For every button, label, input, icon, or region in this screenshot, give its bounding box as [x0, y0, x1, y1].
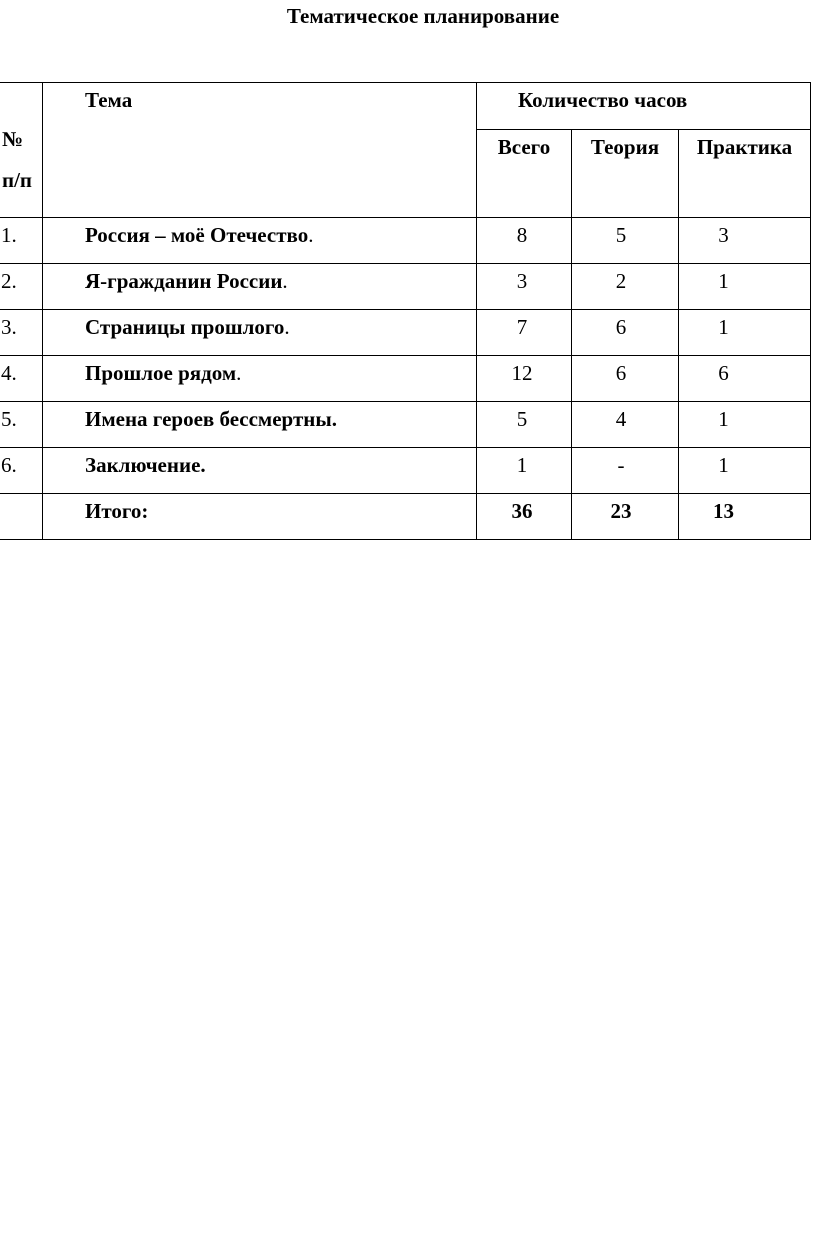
document-title: Тематическое планирование	[286, 4, 560, 28]
row-topic	[43, 218, 477, 264]
row-number: 1.	[0, 218, 43, 264]
row-theory: 6	[572, 356, 679, 402]
table-row	[0, 448, 811, 494]
row-total: 1	[477, 448, 572, 494]
row-number: 3.	[0, 310, 43, 356]
row-topic-text: Страницы прошлого	[85, 315, 285, 339]
row-topic-suffix: .	[284, 315, 290, 339]
row-topic	[43, 448, 477, 494]
summary-number-cell	[0, 494, 43, 540]
header-theory: Теория	[572, 130, 679, 218]
table-row	[0, 310, 811, 356]
row-total: 5	[477, 402, 572, 448]
row-topic-text: Заключение.	[85, 453, 206, 477]
row-topic	[43, 356, 477, 402]
header-number-sign: №	[2, 127, 24, 151]
row-topic	[43, 264, 477, 310]
row-topic	[43, 402, 477, 448]
row-total: 12	[477, 356, 572, 402]
summary-practice: 13	[679, 494, 811, 540]
summary-total: 36	[477, 494, 572, 540]
header-row	[0, 83, 811, 130]
row-practice: 6	[679, 356, 811, 402]
row-total: 7	[477, 310, 572, 356]
row-number: 6.	[0, 448, 43, 494]
header-total: Всего	[477, 130, 572, 218]
table-row	[0, 218, 811, 264]
header-number-pp: п/п	[2, 168, 33, 192]
summary-theory: 23	[572, 494, 679, 540]
row-theory: -	[572, 448, 679, 494]
table-row	[0, 356, 811, 402]
row-theory: 5	[572, 218, 679, 264]
row-total: 8	[477, 218, 572, 264]
table-row	[0, 264, 811, 310]
row-topic	[43, 310, 477, 356]
table-body	[0, 218, 811, 494]
row-topic-text: Россия – моё Отечество	[85, 223, 309, 247]
header-practice: Практика	[679, 130, 811, 218]
row-total: 3	[477, 264, 572, 310]
row-topic-suffix: .	[308, 223, 314, 247]
summary-row	[0, 494, 811, 540]
row-topic-text: Имена героев бессмертны.	[85, 407, 338, 431]
row-practice: 1	[679, 448, 811, 494]
row-practice: 3	[679, 218, 811, 264]
row-theory: 2	[572, 264, 679, 310]
row-practice: 1	[679, 310, 811, 356]
row-number: 4.	[0, 356, 43, 402]
table-row	[0, 402, 811, 448]
row-practice: 1	[679, 402, 811, 448]
row-topic-suffix: .	[282, 269, 288, 293]
row-practice: 1	[679, 264, 811, 310]
header-hours: Количество часов	[477, 83, 811, 130]
row-theory: 6	[572, 310, 679, 356]
row-topic-suffix: .	[236, 361, 242, 385]
header-topic: Тема	[43, 83, 477, 218]
thematic-plan-table	[0, 82, 811, 540]
row-number: 5.	[0, 402, 43, 448]
row-topic-text: Прошлое рядом	[85, 361, 237, 385]
row-number: 2.	[0, 264, 43, 310]
header-number-cell	[0, 83, 43, 218]
row-topic-text: Я-гражданин России	[85, 269, 283, 293]
summary-label: Итого:	[43, 494, 477, 540]
row-theory: 4	[572, 402, 679, 448]
